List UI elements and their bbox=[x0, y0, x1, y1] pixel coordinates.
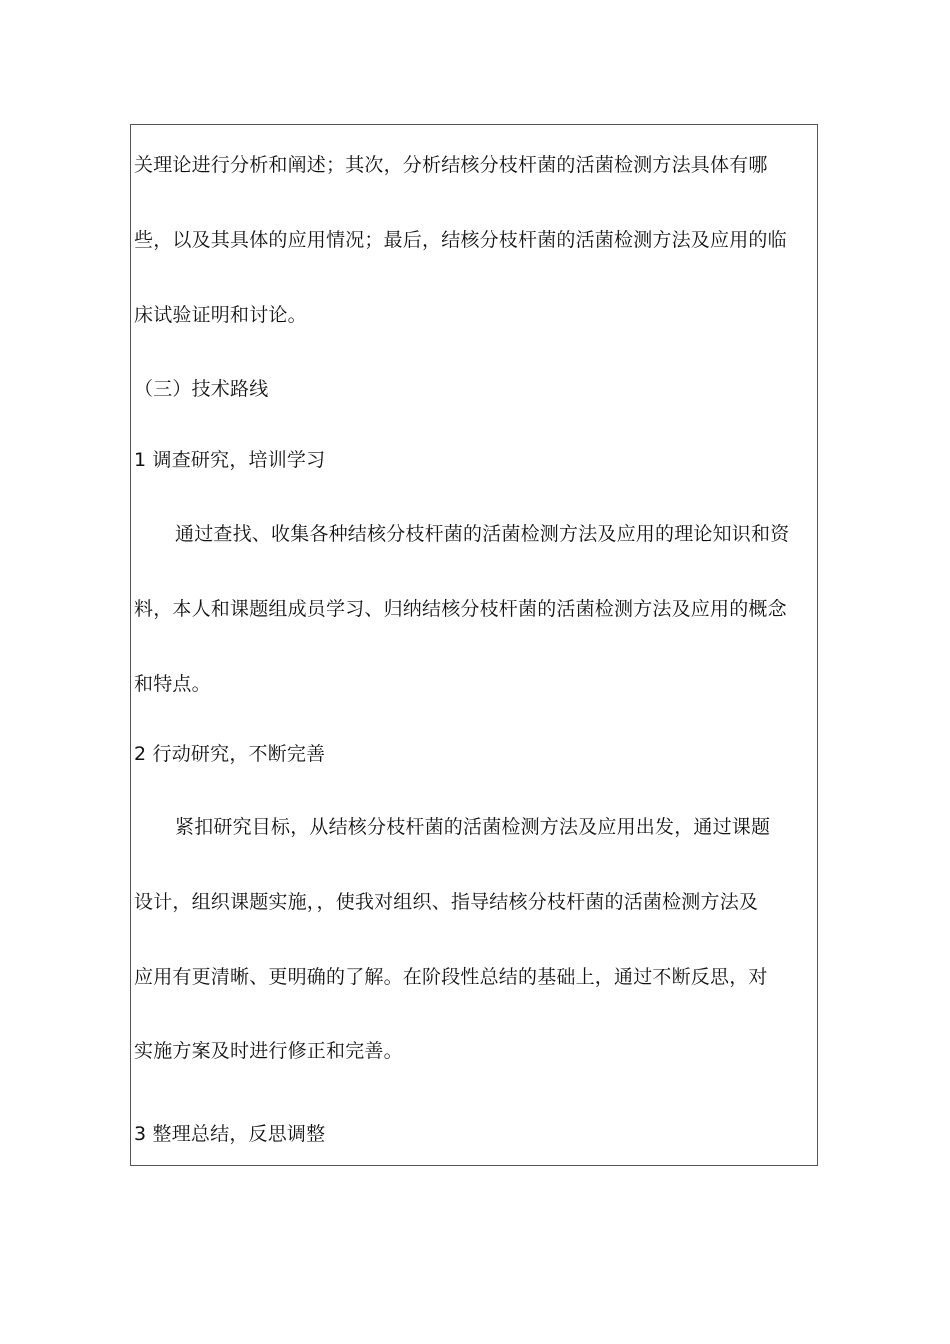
paragraph-line: 实施方案及时进行修正和完善。 bbox=[134, 1040, 403, 1062]
paragraph-line: 关理论进行分析和阐述；其次，分析结核分枝杆菌的活菌检测方法具体有哪 bbox=[134, 154, 768, 176]
paragraph-line: 设计，组织课题实施，，使我对组织、指导结核分枝杆菌的活菌检测方法及 bbox=[134, 891, 759, 913]
subsection-heading: 2 行动研究，不断完善 bbox=[134, 743, 326, 765]
paragraph-line: 料，本人和课题组成员学习、归纳结核分枝杆菌的活菌检测方法及应用的概念 bbox=[134, 598, 787, 620]
paragraph-line: 通过查找、收集各种结核分枝杆菌的活菌检测方法及应用的理论知识和资 bbox=[175, 523, 790, 545]
subsection-heading: 1 调查研究，培训学习 bbox=[134, 449, 326, 471]
subsection-heading: 3 整理总结，反思调整 bbox=[134, 1123, 326, 1145]
paragraph-line: 和特点。 bbox=[134, 673, 211, 695]
paragraph-line: 些，以及其具体的应用情况；最后，结核分枝杆菌的活菌检测方法及应用的临 bbox=[134, 229, 787, 251]
paragraph-line: 紧扣研究目标，从结核分枝杆菌的活菌检测方法及应用出发，通过课题 bbox=[175, 816, 771, 838]
section-heading: （三）技术路线 bbox=[134, 378, 269, 400]
paragraph-line: 床试验证明和讨论。 bbox=[134, 304, 307, 326]
paragraph-line: 应用有更清晰、更明确的了解。在阶段性总结的基础上，通过不断反思，对 bbox=[134, 966, 768, 988]
document-frame bbox=[130, 124, 818, 1166]
